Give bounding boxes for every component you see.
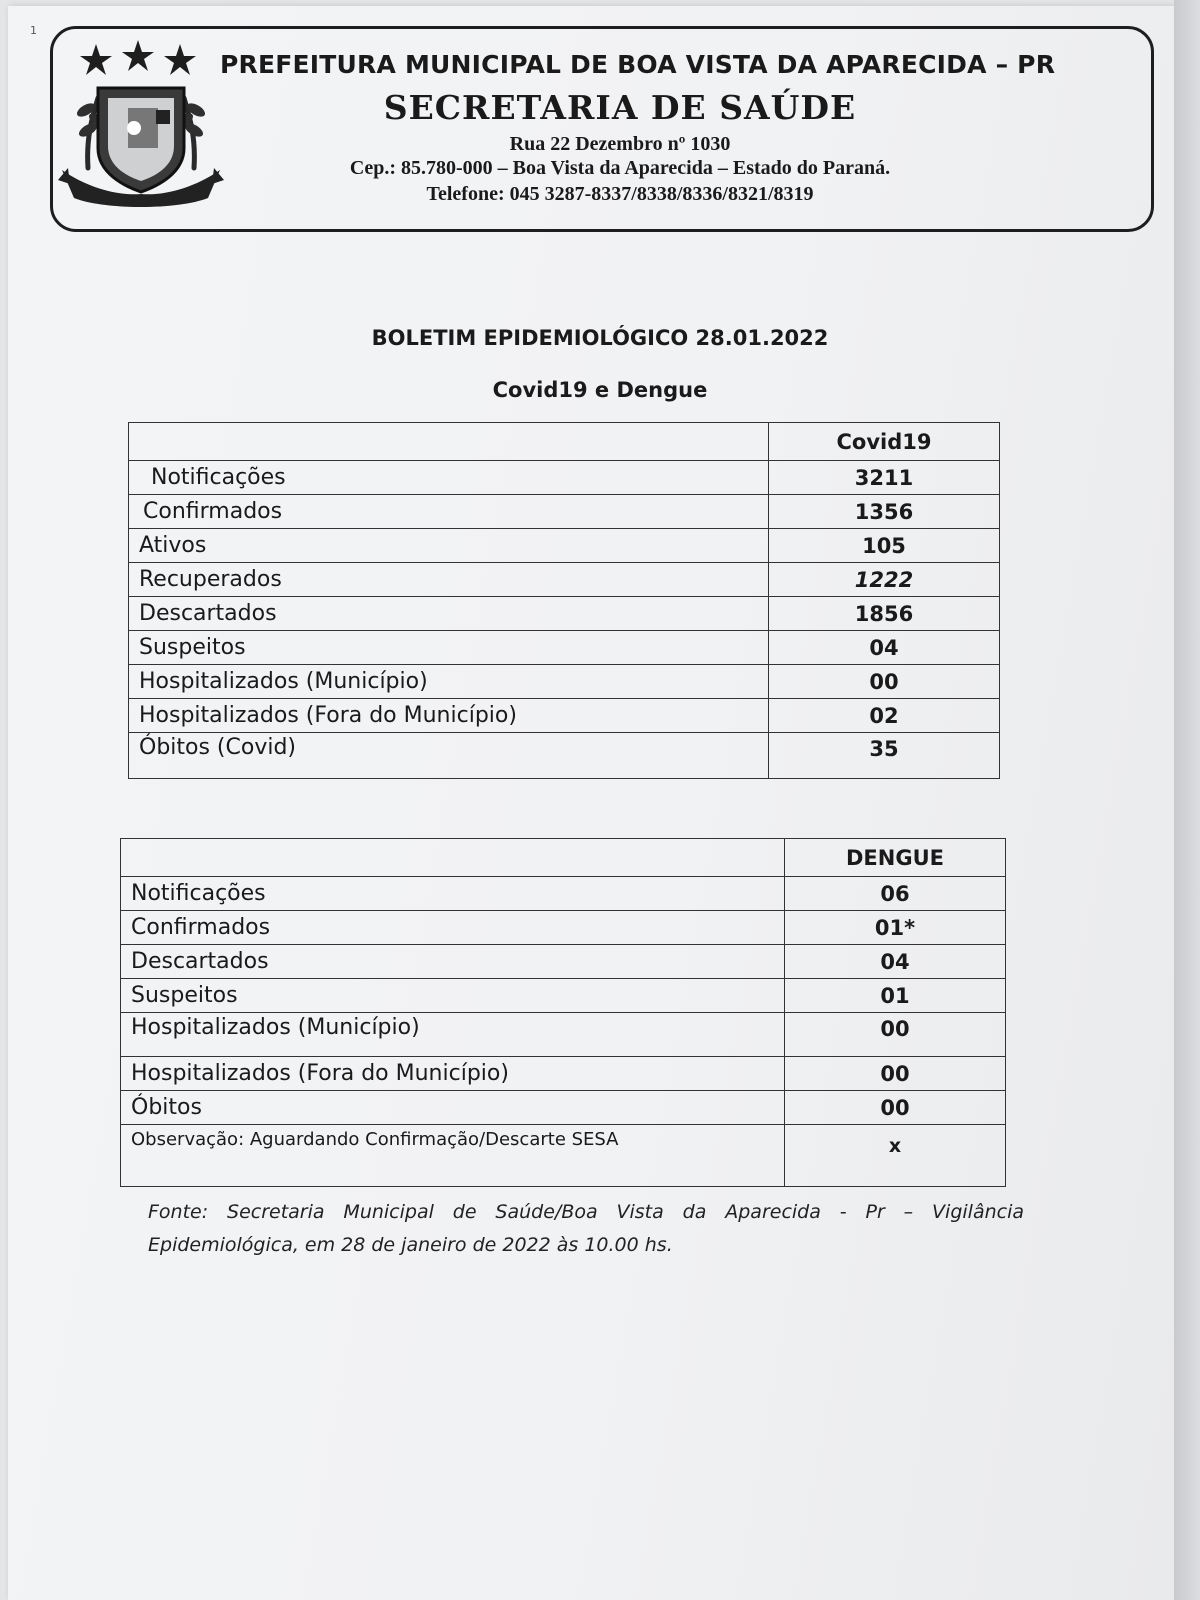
row-label: Hospitalizados (Município) [129, 665, 769, 699]
table-row [121, 911, 1006, 945]
dengue-table [120, 838, 1006, 1187]
table-row [129, 733, 1000, 779]
row-value: 00 [769, 665, 1000, 699]
table-row [121, 945, 1006, 979]
row-label: Suspeitos [121, 979, 785, 1013]
row-label: Óbitos (Covid) [129, 733, 769, 779]
row-value: 02 [769, 699, 1000, 733]
covid-table [128, 422, 1000, 779]
row-value: 06 [785, 877, 1006, 911]
table-row [121, 1057, 1006, 1091]
postal-code-line: Cep.: 85.780-000 – Boa Vista da Aparecida – Estado do Paraná. [349, 157, 891, 179]
table-header-dengue: DENGUE [785, 839, 1006, 877]
row-value: 04 [785, 945, 1006, 979]
page-edge [1174, 0, 1200, 1600]
table-row [121, 1091, 1006, 1125]
row-label: Ativos [129, 529, 769, 563]
row-label: Confirmados [121, 911, 785, 945]
row-value: 1222 [769, 563, 1000, 597]
row-value: 01* [785, 911, 1006, 945]
table-header-row [129, 423, 1000, 461]
table-header-blank [121, 839, 785, 877]
row-label: Recuperados [129, 563, 769, 597]
row-label: Hospitalizados (Fora do Município) [121, 1057, 785, 1091]
row-value: 04 [769, 631, 1000, 665]
row-label: Confirmados [129, 495, 769, 529]
municipal-coat-of-arms-icon [58, 38, 224, 214]
address-line: Rua 22 Dezembro nº 1030 [509, 133, 731, 155]
table-header-covid: Covid19 [769, 423, 1000, 461]
table-row [129, 495, 1000, 529]
margin-mark: 1 [30, 24, 37, 37]
source-note: Fonte: Secretaria Municipal de Saúde/Boa Vista da Aparecida - Pr – Vigilância Epidemiológica, em 28 de janeiro de 2022 às 10.00 hs. [148, 1201, 1024, 1256]
row-label: Hospitalizados (Município) [121, 1013, 785, 1057]
table-row [129, 529, 1000, 563]
table-row [129, 461, 1000, 495]
municipality-name: PREFEITURA MUNICIPAL DE BOA VISTA DA APARECIDA – PR [220, 50, 1056, 79]
row-label: Suspeitos [129, 631, 769, 665]
bulletin-subtitle: Covid19 e Dengue [492, 378, 708, 402]
table-row [121, 1013, 1006, 1057]
table-row [129, 563, 1000, 597]
row-value: 105 [769, 529, 1000, 563]
table-row [129, 665, 1000, 699]
table-header-blank [129, 423, 769, 461]
row-label: Notificações [129, 461, 769, 495]
row-value: 3211 [769, 461, 1000, 495]
row-value: 1856 [769, 597, 1000, 631]
row-value: 00 [785, 1057, 1006, 1091]
row-value: 01 [785, 979, 1006, 1013]
observation-label: Observação: Aguardando Confirmação/Descarte SESA [121, 1125, 785, 1187]
row-label: Notificações [121, 877, 785, 911]
table-row [121, 877, 1006, 911]
department-name: SECRETARIA DE SAÚDE [383, 88, 857, 127]
table-row [121, 979, 1006, 1013]
row-value: 35 [769, 733, 1000, 779]
row-label: Hospitalizados (Fora do Município) [129, 699, 769, 733]
row-value: 1356 [769, 495, 1000, 529]
row-label: Descartados [121, 945, 785, 979]
document-page [8, 6, 1174, 1600]
table-row [129, 699, 1000, 733]
observation-value: x [785, 1125, 1006, 1187]
row-label: Descartados [129, 597, 769, 631]
row-value: 00 [785, 1091, 1006, 1125]
row-label: Óbitos [121, 1091, 785, 1125]
table-header-row [121, 839, 1006, 877]
table-row [121, 1125, 1006, 1187]
table-row [129, 631, 1000, 665]
row-value: 00 [785, 1013, 1006, 1057]
bulletin-title: BOLETIM EPIDEMIOLÓGICO 28.01.2022 [371, 326, 829, 350]
phone-line: Telefone: 045 3287-8337/8338/8336/8321/8319 [426, 183, 814, 205]
table-row [129, 597, 1000, 631]
